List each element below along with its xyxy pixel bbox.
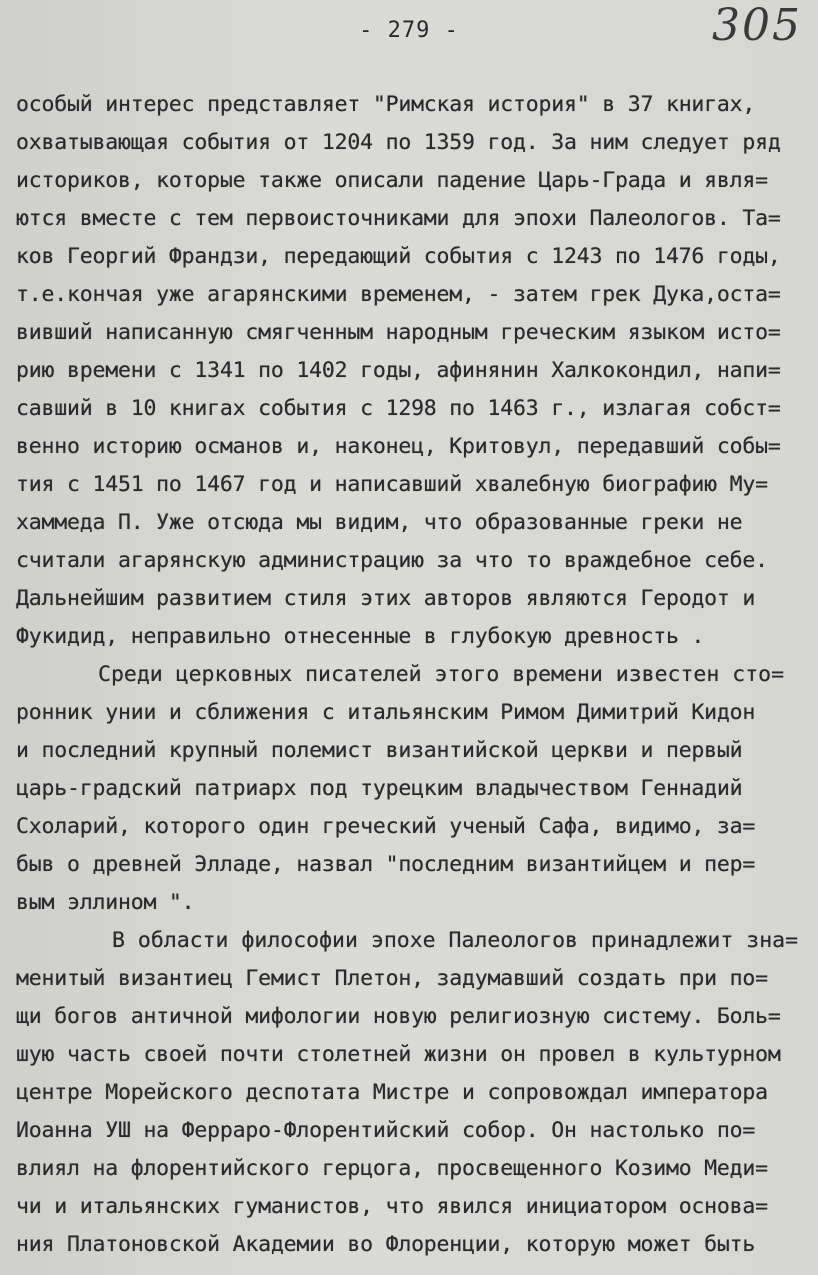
text-line: чи и итальянских гуманистов, что явился инициатором основа= [16,1194,768,1219]
text-line: историков, которые также описали падение Царь-Града и явля= [16,168,768,193]
text-line: центре Морейского деспотата Мистре и сопровождал императора [16,1080,768,1105]
text-line: и последний крупный полемист византийской церкви и первый [16,738,743,763]
text-line: охватывающая события от 1204 по 1359 год. За ним следует ряд [16,130,781,155]
text-line: Иоанна УШ на Ферраро-Флорентийский собор. Он настолько по= [16,1118,756,1143]
text-line: Дальнейшим развитием стиля этих авторов являются Геродот и [16,586,756,611]
text-line: особый интерес представляет "Римская история" в 37 книгах, [16,92,756,117]
text-line: считали агарянскую администрацию за что то враждебное себе. [16,548,768,573]
text-line: рию времени с 1341 по 1402 годы, афинянин Халкокондил, напи= [16,358,781,383]
text-line: ния Платоновской Академии во Флоренции, которую может быть [16,1232,756,1257]
paragraph-first-line: Среди церковных писателей этого времени известен сто= [98,662,785,687]
text-line: Схоларий, которого один греческий ученый Сафа, видимо, за= [16,814,756,839]
text-line: савший в 10 книгах события с 1298 по 1463 г., излагая собст= [16,396,781,421]
text-line: царь-градский патриарх под турецким владычеством Геннадий [16,776,743,801]
text-line: вивший написанную смягченным народным греческим языком исто= [16,320,781,345]
page-number: - 279 - [359,18,459,43]
text-line: Фукидид, неправильно отнесенные в глубокую древность . [16,624,705,649]
text-line: хаммеда П. Уже отсюда мы видим, что образованные греки не [16,510,743,535]
text-line: ются вместе с тем первоисточниками для эпохи Палеологов. Та= [16,206,781,231]
text-line: менитый византиец Гемист Плетон, задумавший создать при по= [16,966,768,991]
text-line: быв о древней Элладе, назвал "последним византийцем и пер= [16,852,756,877]
text-line: тия с 1451 по 1467 год и написавший хвалебную биографию Му= [16,472,768,497]
text-line: т.е.кончая уже агарянскими временем, - затем грек Дука,оста= [16,282,781,307]
text-line: ронник унии и сближения с итальянским Римом Димитрий Кидон [16,700,756,725]
text-line: ков Георгий Франдзи, передающий события с 1243 по 1476 годы, [16,244,781,269]
text-line: влиял на флорентийского герцога, просвещенного Козимо Меди= [16,1156,768,1181]
text-line: щи богов античной мифологии новую религиозную систему. Боль= [16,1004,781,1029]
typed-text-body [0,86,818,1264]
paragraph-first-line: В области философии эпохе Палеологов принадлежит зна= [112,928,799,953]
text-line: вым эллином ". [16,890,195,915]
archive-folio-number: 305 [712,0,802,51]
text-line: венно историю османов и, наконец, Критовул, передавший собы= [16,434,781,459]
text-line: шую часть своей почти столетней жизни он провел в культурном [16,1042,781,1067]
